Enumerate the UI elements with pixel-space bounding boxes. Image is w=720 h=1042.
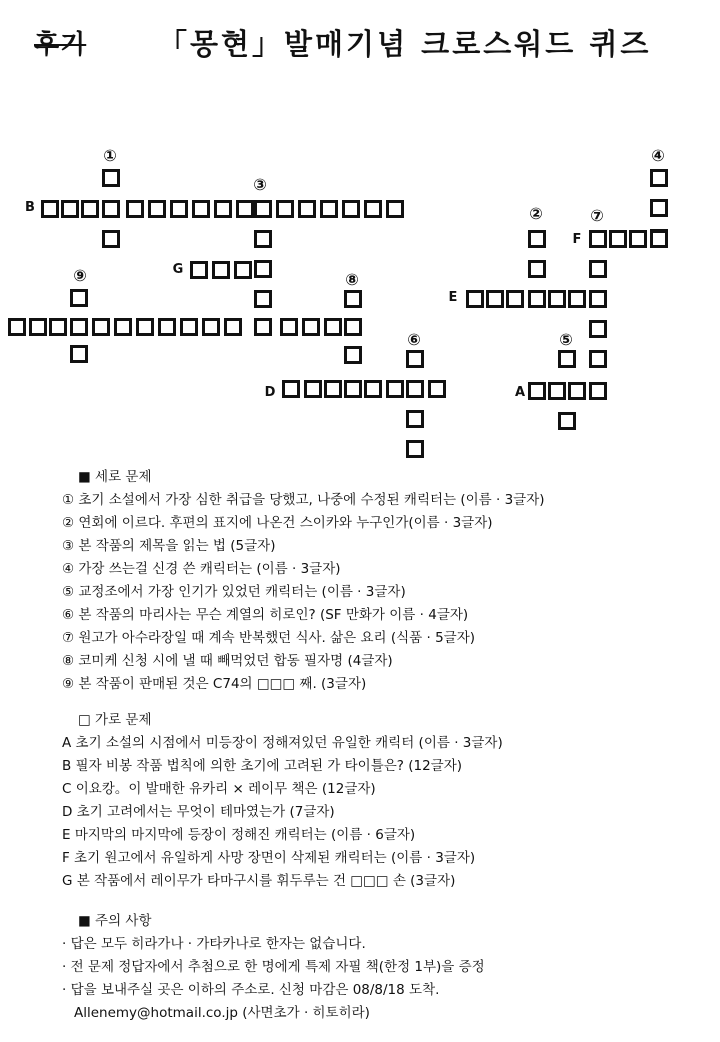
clue-item: ⑧ 코미케 신청 시에 낼 때 빼먹었던 합동 필자명 (4글자) — [62, 653, 393, 669]
grid-cell[interactable] — [29, 318, 47, 336]
grid-cell[interactable] — [158, 318, 176, 336]
grid-cell[interactable] — [180, 318, 198, 336]
grid-cell[interactable] — [214, 200, 232, 218]
clue-item: B 필자 비봉 작품 법칙에 의한 초기에 고려된 가 타이틀은? (12글자) — [62, 758, 463, 774]
clue-item: ⑦ 원고가 아수라장일 때 계속 반복했던 식사. 삶은 요리 (식품 · 5글자) — [62, 630, 476, 646]
grid-cell[interactable] — [70, 345, 88, 363]
clue-number-9: ⑨ — [73, 266, 87, 285]
struck-heading: 후기 — [34, 30, 87, 60]
grid-cell[interactable] — [344, 290, 362, 308]
grid-cell[interactable] — [589, 230, 607, 248]
grid-cell[interactable] — [386, 200, 404, 218]
grid-cell[interactable] — [589, 382, 607, 400]
grid-cell[interactable] — [466, 290, 484, 308]
grid-cell[interactable] — [102, 169, 120, 187]
grid-cell[interactable] — [224, 318, 242, 336]
grid-cell[interactable] — [254, 230, 272, 248]
grid-cell[interactable] — [190, 261, 208, 279]
grid-cell[interactable] — [212, 261, 230, 279]
clue-item: ⑤ 교정조에서 가장 인기가 있었던 캐릭터는 (이름 · 3글자) — [62, 584, 406, 600]
grid-cell[interactable] — [70, 318, 88, 336]
grid-cell[interactable] — [304, 380, 322, 398]
grid-cell[interactable] — [126, 200, 144, 218]
grid-cell[interactable] — [8, 318, 26, 336]
crossword-grid — [0, 0, 720, 470]
grid-cell[interactable] — [650, 169, 668, 187]
clue-letter-e: E — [448, 290, 458, 305]
grid-cell[interactable] — [342, 200, 360, 218]
clue-item: ④ 가장 쓰는걸 신경 쓴 캐릭터는 (이름 · 3글자) — [62, 561, 341, 577]
grid-cell[interactable] — [650, 230, 668, 248]
grid-cell[interactable] — [254, 318, 272, 336]
note-item: · 답은 모두 히라가나 · 가타카나로 한자는 없습니다. — [62, 936, 366, 952]
clue-letter-d: D — [264, 385, 276, 400]
grid-cell[interactable] — [92, 318, 110, 336]
grid-cell[interactable] — [589, 260, 607, 278]
grid-cell[interactable] — [528, 260, 546, 278]
grid-cell[interactable] — [344, 318, 362, 336]
grid-cell[interactable] — [506, 290, 524, 308]
grid-cell[interactable] — [428, 380, 446, 398]
clue-letter-f: F — [572, 232, 582, 247]
grid-cell[interactable] — [276, 200, 294, 218]
clue-item: C 이요캉。이 발매한 유카리 × 레이무 책은 (12글자) — [62, 781, 376, 797]
grid-cell[interactable] — [528, 290, 546, 308]
grid-cell[interactable] — [81, 200, 99, 218]
grid-cell[interactable] — [70, 289, 88, 307]
clue-number-1: ① — [103, 146, 117, 165]
clue-letter-g: G — [172, 262, 184, 277]
clue-item: A 초기 소설의 시점에서 미등장이 정해져있던 유일한 캐릭터 (이름 · 3글자) — [62, 735, 503, 751]
clue-letter-a: A — [514, 385, 526, 400]
grid-cell[interactable] — [548, 290, 566, 308]
clue-number-6: ⑥ — [407, 330, 421, 349]
grid-cell[interactable] — [406, 350, 424, 368]
grid-cell[interactable] — [136, 318, 154, 336]
clue-number-7: ⑦ — [590, 206, 604, 225]
grid-cell[interactable] — [558, 350, 576, 368]
clue-letter-b: B — [25, 200, 35, 215]
clue-number-5: ⑤ — [559, 330, 573, 349]
clue-number-3: ③ — [253, 175, 267, 194]
clue-item: F 초기 원고에서 유일하게 사망 장면이 삭제된 캐릭터는 (이름 · 3글자) — [62, 850, 476, 866]
grid-cell[interactable] — [568, 290, 586, 308]
clue-item: ⑥ 본 작품의 마리사는 무슨 계열의 히로인? (SF 만화가 이름 · 4글자) — [62, 607, 469, 623]
grid-cell[interactable] — [344, 346, 362, 364]
grid-cell[interactable] — [364, 200, 382, 218]
notes-heading: ■ 주의 사항 — [78, 913, 152, 929]
clue-number-8: ⑧ — [345, 270, 359, 289]
horizontal-heading: □ 가로 문제 — [78, 712, 152, 728]
notes — [62, 910, 485, 1025]
clue-number-2: ② — [529, 204, 543, 223]
grid-cell[interactable] — [528, 230, 546, 248]
grid-cell[interactable] — [406, 440, 424, 458]
grid-cell[interactable] — [589, 290, 607, 308]
grid-cell[interactable] — [386, 380, 404, 398]
clue-item: ⑨ 본 작품이 판매된 것은 C74의 □□□ 째. (3글자) — [62, 676, 367, 692]
grid-cell[interactable] — [254, 290, 272, 308]
grid-cell[interactable] — [298, 200, 316, 218]
grid-cell[interactable] — [202, 318, 220, 336]
vertical-clues — [62, 466, 545, 696]
grid-cell[interactable] — [192, 200, 210, 218]
contact-email: Allenemy@hotmail.co.jp (사면초가 · 히토히라) — [74, 1005, 370, 1021]
grid-cell[interactable] — [324, 380, 342, 398]
grid-cell[interactable] — [629, 230, 647, 248]
grid-cell[interactable] — [320, 200, 338, 218]
clue-item: ① 초기 소설에서 가장 심한 취급을 당했고, 나중에 수정된 캐릭터는 (이름 · 3글자) — [62, 492, 545, 508]
grid-cell[interactable] — [102, 200, 120, 218]
grid-cell[interactable] — [548, 382, 566, 400]
grid-cell[interactable] — [254, 200, 272, 218]
grid-cell[interactable] — [528, 382, 546, 400]
clue-item: ② 연회에 이르다. 후편의 표지에 나온건 스이카와 누구인가(이름 · 3글자) — [62, 515, 493, 531]
vertical-heading: ■ 세로 문제 — [78, 469, 152, 485]
grid-cell[interactable] — [406, 380, 424, 398]
grid-cell[interactable] — [170, 200, 188, 218]
grid-cell[interactable] — [280, 318, 298, 336]
horizontal-clues — [62, 709, 503, 893]
clue-item: ③ 본 작품의 제목을 읽는 법 (5글자) — [62, 538, 276, 554]
grid-cell[interactable] — [558, 412, 576, 430]
grid-cell[interactable] — [589, 350, 607, 368]
grid-cell[interactable] — [364, 380, 382, 398]
grid-cell[interactable] — [102, 230, 120, 248]
clue-item: D 초기 고려에서는 무엇이 테마였는가 (7글자) — [62, 804, 335, 820]
grid-cell[interactable] — [236, 200, 254, 218]
grid-cell[interactable] — [254, 260, 272, 278]
grid-cell[interactable] — [41, 200, 59, 218]
page-title: 「몽현」발매기념 크로스워드 퀴즈 — [158, 27, 652, 61]
clue-item: E 마지막의 마지막에 등장이 정해진 캐릭터는 (이름 · 6글자) — [62, 827, 416, 843]
grid-cell[interactable] — [609, 230, 627, 248]
clue-number-4: ④ — [651, 146, 665, 165]
note-item: · 전 문제 정답자에서 추첨으로 한 명에게 특제 자필 책(한정 1부)을 증정 — [62, 959, 485, 975]
grid-cell[interactable] — [234, 261, 252, 279]
note-item: · 답을 보내주실 곳은 이하의 주소로. 신청 마감은 08/8/18 도착. — [62, 982, 440, 998]
grid-cell[interactable] — [282, 380, 300, 398]
grid-cell[interactable] — [486, 290, 504, 308]
grid-cell[interactable] — [148, 200, 166, 218]
grid-cell[interactable] — [406, 410, 424, 428]
grid-cell[interactable] — [650, 199, 668, 217]
grid-cell[interactable] — [589, 320, 607, 338]
clue-item: G 본 작품에서 레이무가 타마구시를 휘두루는 건 □□□ 손 (3글자) — [62, 873, 456, 889]
grid-cell[interactable] — [568, 382, 586, 400]
grid-cell[interactable] — [61, 200, 79, 218]
grid-cell[interactable] — [49, 318, 67, 336]
grid-cell[interactable] — [114, 318, 132, 336]
grid-cell[interactable] — [302, 318, 320, 336]
grid-cell[interactable] — [324, 318, 342, 336]
grid-cell[interactable] — [344, 380, 362, 398]
